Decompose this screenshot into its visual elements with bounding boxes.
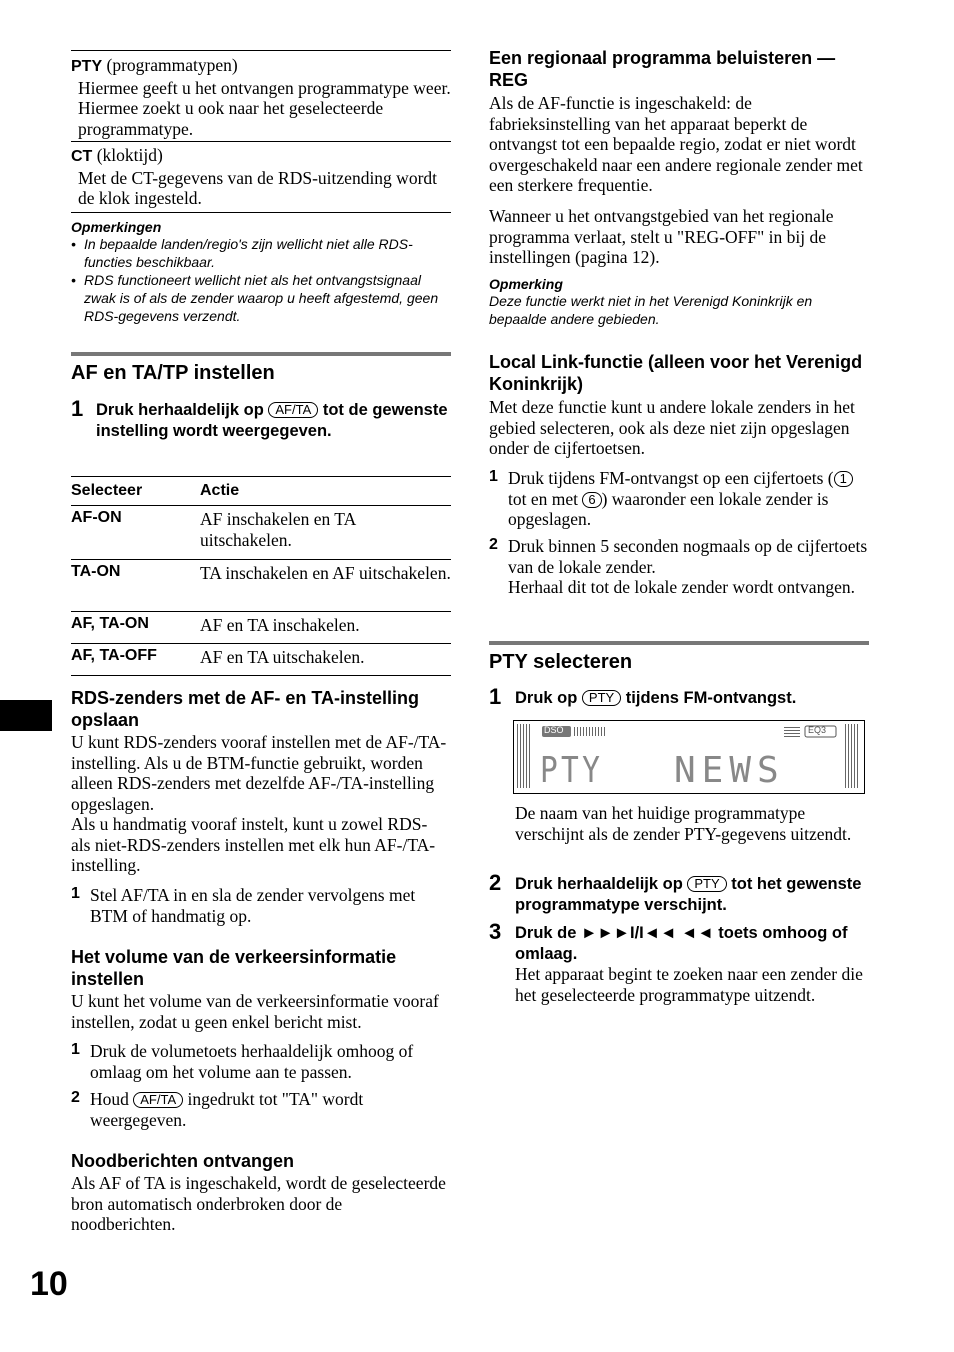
pty-step-1: 1 Druk op PTY tijdens FM-ontvangst. <box>489 684 797 709</box>
table-row: TA-ON TA inschakelen en AF uitschakelen. <box>71 560 451 612</box>
preset-1-button: 1 <box>834 471 853 487</box>
pty-step-3: 3 Druk de ►►►I/I◄◄ ◄◄ toets omhoog of omlaag. Het apparaat begint te zoeken naar een zender die het geselecteerde programmatype uitzendt. <box>489 919 863 1005</box>
volume-step-1: 1 Druk de volumetoets herhaaldelijk omhoog of omlaag om het volume aan te passen. <box>71 1041 414 1082</box>
af-ta-button: AF/TA <box>268 402 318 418</box>
note-item: • In bepaalde landen/regio's zijn wellicht niet alle RDS-functies beschikbaar. <box>71 236 413 270</box>
table-row: AF, TA-OFF AF en TA uitschakelen. <box>71 644 451 676</box>
pty-description: Hiermee geeft u het ontvangen programmatype weer. Hiermee zoekt u ook naar het geselecteerde programmatype. <box>78 77 451 139</box>
section-tab <box>0 700 52 731</box>
pty-paren: (programmatypen) <box>102 55 238 75</box>
lcd-news-text: NEWS <box>674 750 785 791</box>
ct-paren: (kloktijd) <box>92 145 163 165</box>
table-row: AF-ON AF inschakelen en TA uitschakelen. <box>71 506 451 560</box>
ct-term: CT <box>71 148 93 165</box>
lcd-display <box>513 720 865 794</box>
pty-step-2: 2 Druk herhaaldelijk op PTY tot het gewenste programmatype verschijnt. <box>489 870 862 914</box>
pty-description: De naam van het huidige programmatype verschijnt als de zender PTY-gegevens uitzendt. <box>515 803 852 844</box>
emergency-heading: Noodberichten ontvangen <box>71 1151 295 1171</box>
af-ta-heading: AF en TA/TP instellen <box>71 362 275 384</box>
rds-paragraph-2: Als u handmatig vooraf instelt, kunt u zowel RDS- als niet-RDS-zenders instellen met elk hun AF-/TA-instelling. <box>71 814 436 875</box>
table-header-select: Selecteer <box>71 482 143 499</box>
reg-heading: Een regionaal programma beluisteren — REG <box>489 48 836 90</box>
preset-6-button: 6 <box>582 492 601 508</box>
pty-button: PTY <box>582 690 621 706</box>
volume-heading: Het volume van de verkeersinformatie instellen <box>71 947 397 989</box>
af-ta-table <box>71 476 451 676</box>
reg-paragraph-2: Wanneer u het ontvangstgebied van het regionale programma verlaat, stelt u "REG-OFF" in bij de instellingen (pagina 12). <box>489 206 834 267</box>
rds-paragraph-1: U kunt RDS-zenders vooraf instellen met de AF-/TA-instelling. Als u de BTM-functie gebruikt, worden alleen RDS-zenders met dezelfde AF-/TA-instelling opgeslagen. <box>71 732 447 814</box>
rds-heading: RDS-zenders met de AF- en TA-instelling opslaan <box>71 688 420 730</box>
local-link-paragraph: Met deze functie kunt u andere lokale zenders in het gebied selecteren, ook als deze niet zijn opgeslagen onder de cijfertoetsen. <box>489 397 855 458</box>
lcd-pty-text: PTY <box>540 750 604 791</box>
pty-button: PTY <box>687 876 726 892</box>
eq3-indicator: EQ3 <box>808 725 827 735</box>
af-ta-button: AF/TA <box>133 1092 183 1108</box>
pty-term: PTY <box>71 58 103 75</box>
local-link-step-2: 2 Druk binnen 5 seconden nogmaals op de cijfertoets van de lokale zender. Herhaal dit tot de lokale zender wordt ontvangen. <box>489 536 868 597</box>
notes-block <box>71 219 451 325</box>
table-header-action: Actie <box>200 482 240 499</box>
table-row: AF, TA-ON AF en TA inschakelen. <box>71 612 451 644</box>
ct-description: Met de CT-gegevens van de RDS-uitzending wordt de klok ingesteld. <box>78 167 438 208</box>
emergency-paragraph: Als AF of TA is ingeschakeld, wordt de geselecteerde bron automatisch onderbroken door de noodberichten. <box>71 1173 446 1234</box>
reg-note: Opmerking Deze functie werkt niet in het Verenigd Koninkrijk en bepaalde andere gebieden. <box>489 276 813 327</box>
pty-heading: PTY selecteren <box>489 651 633 673</box>
ct-definition <box>71 145 451 209</box>
reg-paragraph-1: Als de AF-functie is ingeschakeld: de fabrieksinstelling van het apparaat beperkt de ontvangst tot een bepaalde regio, zodat er niet wordt overgeschakeld naar een andere regionale zender met een sterkere frequentie. <box>489 93 863 195</box>
note-item: • RDS functioneert wellicht niet als het ontvangstsignaal zwak is of als de zender waarop u heeft afgestemd, geen RDS-gegevens verzendt. <box>71 272 439 324</box>
step-number: 1 <box>71 396 84 421</box>
af-step-1: 1 Druk herhaaldelijk op AF/TA tot de gewenste instelling wordt weergegeven. <box>71 396 448 440</box>
volume-step-2: 2 Houd AF/TA ingedrukt tot "TA" wordt weergegeven. <box>71 1089 364 1130</box>
dso-indicator: DSO <box>544 725 564 735</box>
notes-heading: Opmerkingen <box>71 219 162 235</box>
rds-step-1: 1 Stel AF/TA in en sla de zender vervolgens met BTM of handmatig op. <box>71 885 416 926</box>
local-link-heading: Local Link-functie (alleen voor het Verenigd Koninkrijk) <box>489 352 863 394</box>
pty-definition <box>71 55 451 139</box>
local-link-step-1: 1 Druk tijdens FM-ontvangst op een cijfertoets ( 1 tot en met 6 ) waaronder een lokale zender is opgeslagen. <box>489 468 869 530</box>
volume-paragraph: U kunt het volume van de verkeersinformatie vooraf instellen, zodat u geen enkel bericht mist. <box>71 991 439 1032</box>
page-number: 10 <box>30 1265 68 1303</box>
